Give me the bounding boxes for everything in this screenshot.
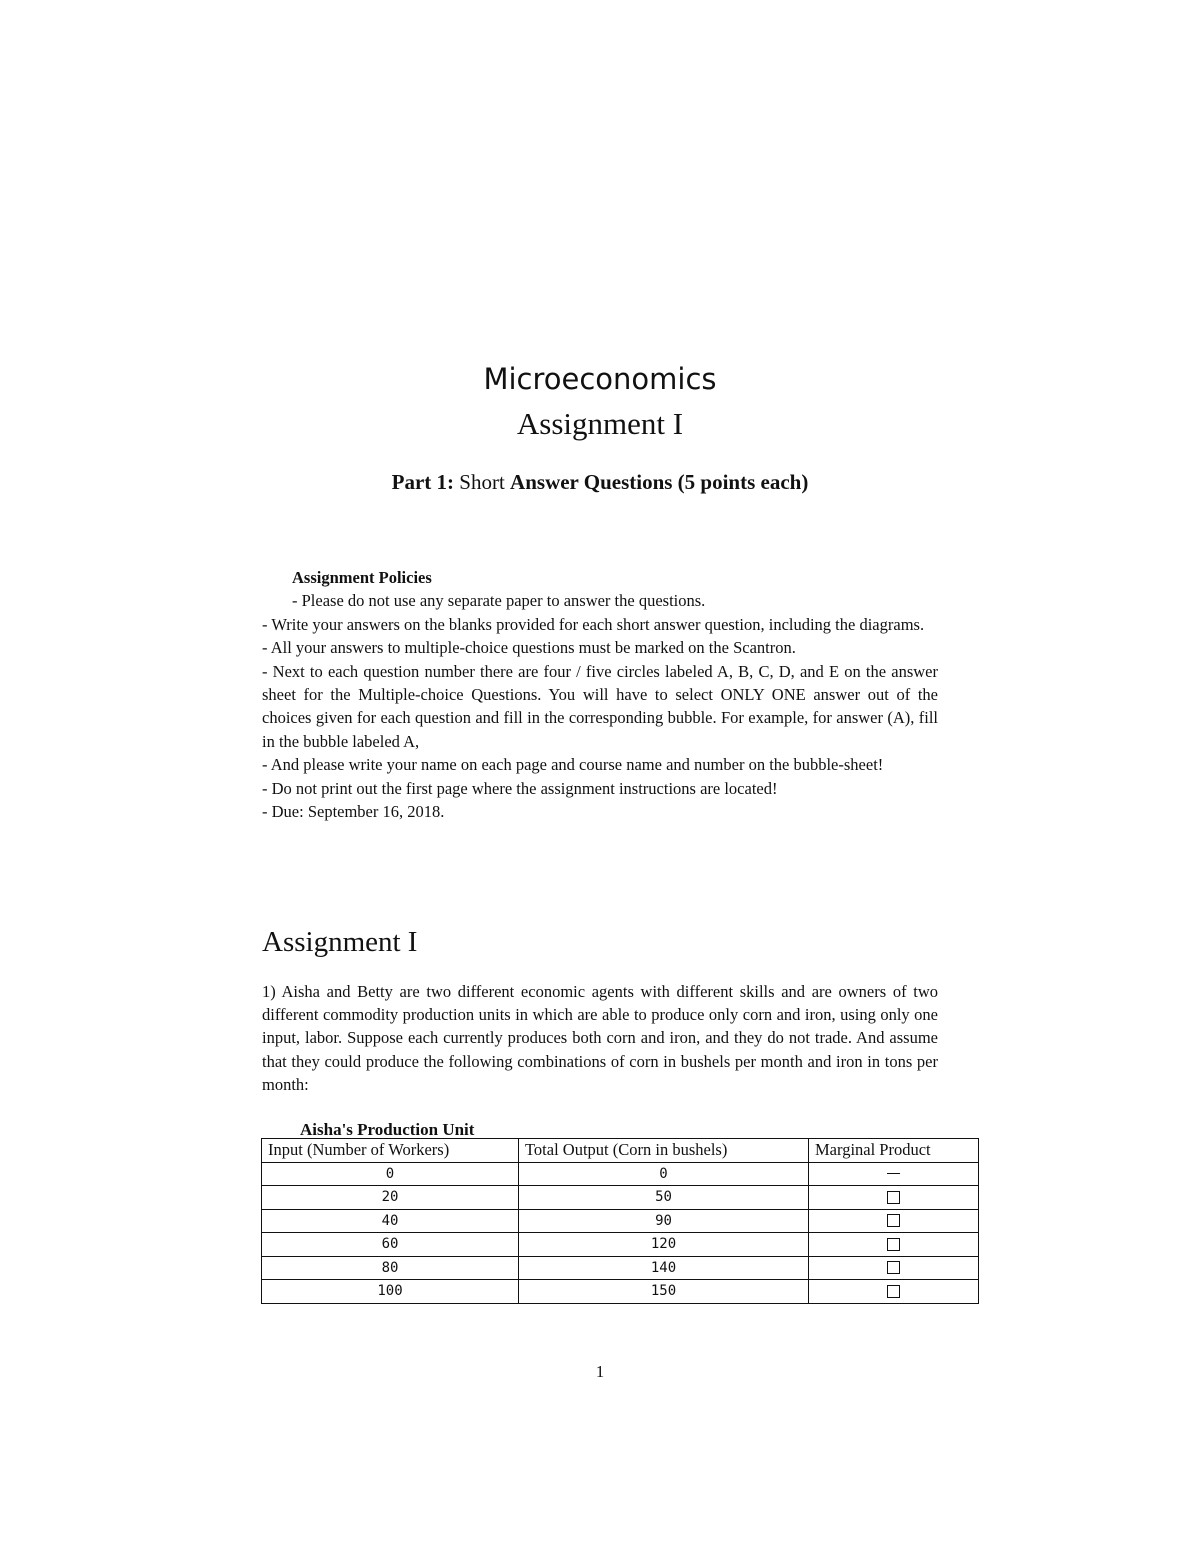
marginal-product-cell: [809, 1162, 979, 1186]
answer-box-icon[interactable]: [887, 1238, 900, 1251]
table-caption: Aisha's Production Unit: [300, 1120, 475, 1139]
part-heading-rest: Answer Questions (5 points each): [510, 470, 809, 494]
input-cell: 60: [262, 1233, 519, 1257]
page-title: Microeconomics: [483, 362, 717, 396]
part-heading-label: Part 1:: [391, 470, 455, 494]
table-row: [262, 1186, 979, 1210]
output-cell: 120: [519, 1233, 809, 1257]
column-header-input: Input (Number of Workers): [262, 1139, 519, 1163]
table-row: [262, 1162, 979, 1186]
part-heading: [0, 470, 1200, 495]
policy-line: - Please do not use any separate paper to answer the questions.: [292, 591, 706, 611]
answer-box-icon[interactable]: [887, 1261, 900, 1274]
table-row: [262, 1209, 979, 1233]
production-table: [261, 1138, 979, 1304]
assignment-policies: [262, 566, 938, 823]
table-body: [262, 1162, 979, 1303]
input-cell: 80: [262, 1256, 519, 1280]
marginal-product-cell[interactable]: [809, 1280, 979, 1304]
output-cell: 150: [519, 1280, 809, 1304]
question-1-text: 1) Aisha and Betty are two different economic agents with different skills and are owners of two different commodity production units in which are able to produce only corn and iron, using only one input, labor. Suppose each currently produces both corn and iron, and they do not trade. And assume that they could produce the following combinations of corn in bushels per month and iron in tons per month:: [262, 982, 938, 1094]
policies-heading: Assignment Policies: [292, 568, 432, 587]
dash-icon: [887, 1173, 900, 1174]
policy-line: - Do not print out the first page where the assignment instructions are located!: [262, 778, 778, 798]
input-cell: 40: [262, 1209, 519, 1233]
column-header-output: Total Output (Corn in bushels): [519, 1139, 809, 1163]
table-row: [262, 1233, 979, 1257]
output-cell: 140: [519, 1256, 809, 1280]
policy-line: - Next to each question number there are four / five circles labeled A, B, C, D, and E on the answer sheet for the Multiple-choice Questions. You will have to select ONLY ONE answer out of the choices given for each question and fill in the corresponding bubble. For example, for answer (A), fill in the bubble labeled A,: [262, 661, 938, 751]
table-header-row: [262, 1139, 979, 1163]
policy-line: - And please write your name on each page and course name and number on the bubble-sheet!: [262, 755, 884, 775]
policy-line: - Due: September 16, 2018.: [262, 802, 445, 822]
section-heading: Assignment I: [262, 926, 418, 958]
marginal-product-cell[interactable]: [809, 1256, 979, 1280]
page-subtitle: Assignment I: [516, 406, 684, 441]
marginal-product-cell[interactable]: [809, 1186, 979, 1210]
policy-line: - All your answers to multiple-choice questions must be marked on the Scantron.: [262, 638, 796, 658]
input-cell: 100: [262, 1280, 519, 1304]
output-cell: 50: [519, 1186, 809, 1210]
table-row: [262, 1280, 979, 1304]
marginal-product-cell[interactable]: [809, 1233, 979, 1257]
output-cell: 0: [519, 1162, 809, 1186]
policy-line: - Write your answers on the blanks provided for each short answer question, including the diagrams.: [262, 614, 925, 634]
answer-box-icon[interactable]: [887, 1285, 900, 1298]
part-heading-short: Short: [454, 470, 511, 494]
input-cell: 0: [262, 1162, 519, 1186]
answer-box-icon[interactable]: [887, 1214, 900, 1227]
marginal-product-cell[interactable]: [809, 1209, 979, 1233]
table-row: [262, 1256, 979, 1280]
column-header-marginal: Marginal Product: [809, 1139, 979, 1163]
output-cell: 90: [519, 1209, 809, 1233]
answer-box-icon[interactable]: [887, 1191, 900, 1204]
input-cell: 20: [262, 1186, 519, 1210]
page-number: 1: [595, 1362, 605, 1381]
